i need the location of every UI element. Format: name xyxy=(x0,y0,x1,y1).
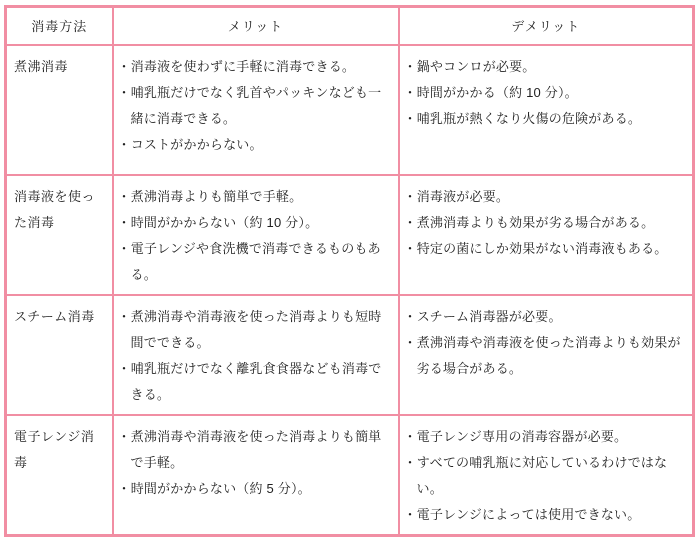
demerits-cell xyxy=(399,295,694,415)
merit-item: ・哺乳瓶だけでなく乳首やパッキンなども一緒に消毒できる。 xyxy=(117,84,382,126)
demerit-item: ・スチーム消毒器が必要。 xyxy=(403,308,562,324)
merit-item: ・電子レンジや食洗機で消毒できるものもある。 xyxy=(117,240,381,282)
merit-item: ・消毒液を使わずに手軽に消毒できる。 xyxy=(117,58,356,74)
header-demerit: デメリット xyxy=(399,7,694,45)
merit-item: ・哺乳瓶だけでなく離乳食食器なども消毒できる。 xyxy=(117,360,382,402)
demerit-item: ・消毒液が必要。 xyxy=(403,188,510,204)
demerit-item: ・鍋やコンロが必要。 xyxy=(403,58,536,74)
method-cell: スチーム消毒 xyxy=(6,295,113,415)
merits-cell xyxy=(113,45,399,175)
method-cell: 電子レンジ消毒 xyxy=(6,415,113,536)
demerit-item: ・煮沸消毒や消毒液を使った消毒よりも効果が劣る場合がある。 xyxy=(403,334,681,376)
method-cell: 煮沸消毒 xyxy=(6,45,113,175)
demerit-item: ・時間がかかる（約 10 分）。 xyxy=(403,84,578,100)
merits-cell xyxy=(113,415,399,536)
header-row xyxy=(6,7,694,45)
header-method: 消毒方法 xyxy=(6,7,113,45)
merits-cell xyxy=(113,175,399,295)
table-row-steam xyxy=(6,295,694,415)
demerits-cell xyxy=(399,415,694,536)
merit-item: ・時間がかからない（約 10 分）。 xyxy=(117,214,319,230)
merit-item: ・煮沸消毒よりも簡単で手軽。 xyxy=(117,188,303,204)
demerit-item: ・電子レンジ専用の消毒容器が必要。 xyxy=(403,428,628,444)
demerit-item: ・特定の菌にしか効果がない消毒液もある。 xyxy=(403,240,668,256)
disinfection-comparison-table xyxy=(4,5,695,537)
demerits-cell xyxy=(399,175,694,295)
demerit-item: ・煮沸消毒よりも効果が劣る場合がある。 xyxy=(403,214,655,230)
merit-item: ・煮沸消毒や消毒液を使った消毒よりも簡単で手軽。 xyxy=(117,428,382,470)
table-row-solution xyxy=(6,175,694,295)
merit-item: ・時間がかからない（約 5 分）。 xyxy=(117,480,311,496)
merit-item: ・コストがかからない。 xyxy=(117,136,263,152)
merits-cell xyxy=(113,295,399,415)
demerit-item: ・哺乳瓶が熱くなり火傷の危険がある。 xyxy=(403,110,642,126)
table-row-boiling xyxy=(6,45,694,175)
method-cell: 消毒液を使った消毒 xyxy=(6,175,113,295)
table-row-microwave xyxy=(6,415,694,536)
demerit-item: ・すべての哺乳瓶に対応しているわけではない。 xyxy=(403,454,668,496)
header-merit: メリット xyxy=(113,7,399,45)
demerit-item: ・電子レンジによっては使用できない。 xyxy=(403,506,641,522)
demerits-cell xyxy=(399,45,694,175)
merit-item: ・煮沸消毒や消毒液を使った消毒よりも短時間でできる。 xyxy=(117,308,382,350)
